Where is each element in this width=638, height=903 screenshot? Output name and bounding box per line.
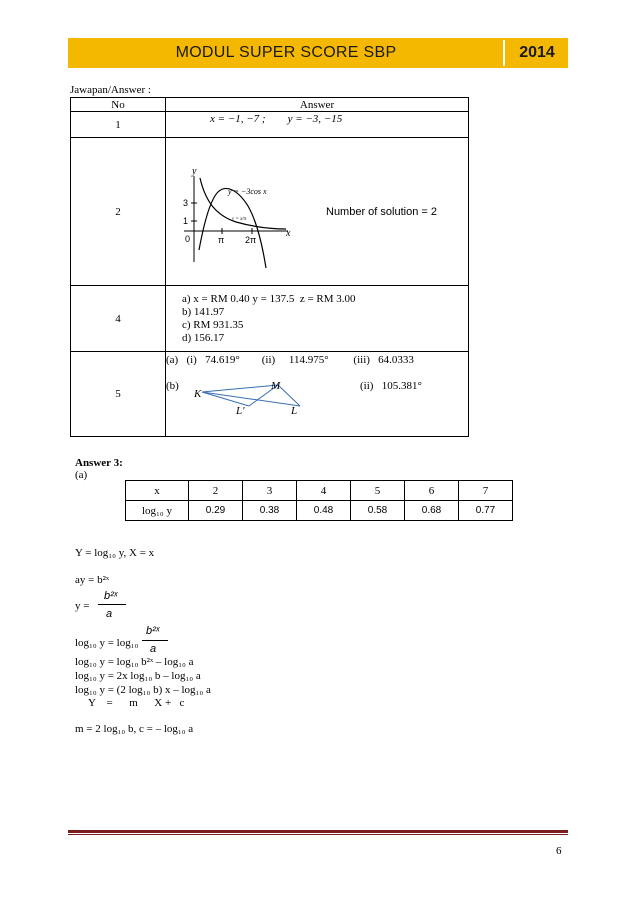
- row-answer: x = −1, −7 ; y = −3, −15: [166, 112, 469, 138]
- cell: 0.48: [297, 501, 351, 521]
- line-label: y = x/π: [232, 217, 247, 222]
- row-label: log₁₀ y: [126, 501, 189, 521]
- table-row-logy: [126, 501, 513, 521]
- header-divider: [503, 40, 505, 66]
- solution-count: Number of solution = 2: [326, 206, 437, 218]
- answer-line: b) 141.97: [182, 305, 225, 318]
- tick-3-label: 3: [183, 198, 189, 208]
- row-no: 2: [71, 138, 166, 286]
- table-header-row: [71, 98, 469, 112]
- data-table: [125, 480, 513, 521]
- tick-1-label: 1: [183, 216, 189, 226]
- point-m: M: [271, 380, 281, 392]
- edge-kl1: [202, 392, 249, 406]
- row-answer-graph: [166, 138, 469, 286]
- equation: Y = log₁₀ y, X = x: [75, 547, 155, 559]
- cell: 0.38: [243, 501, 297, 521]
- row-label: x: [126, 481, 189, 501]
- row-no: 1: [71, 112, 166, 138]
- x-axis-label: x: [286, 228, 291, 239]
- cell: 0.29: [189, 501, 243, 521]
- cell: 3: [243, 481, 297, 501]
- point-l: L: [291, 405, 298, 417]
- fraction-bar: [98, 604, 126, 605]
- table-row-x: [126, 481, 513, 501]
- section-label: Jawapan/Answer :: [70, 84, 151, 96]
- y-axis-label: y: [192, 166, 197, 177]
- point-k: K: [194, 388, 202, 400]
- point-l-prime: L': [236, 405, 245, 417]
- fraction-denominator: a: [150, 643, 157, 655]
- answer-line: a) x = RM 0.40 y = 137.5 z = RM 3.00: [182, 292, 356, 305]
- equation: ay = b²ˣ: [75, 574, 110, 586]
- cell: 5: [351, 481, 405, 501]
- table-row: [71, 352, 469, 437]
- pi-label: π: [218, 235, 225, 245]
- equation: log₁₀ y = 2x log₁₀ b – log₁₀ a: [75, 670, 201, 682]
- fraction-denominator: a: [106, 608, 113, 620]
- row-no: 4: [71, 286, 166, 352]
- header-title: MODUL SUPER SCORE SBP: [175, 44, 397, 61]
- answer-table: [70, 97, 469, 437]
- edge-kl: [202, 392, 300, 406]
- equation: m = 2 log₁₀ b, c = – log₁₀ a: [75, 723, 194, 735]
- answer3-part: (a): [75, 469, 88, 481]
- answer3-heading: Answer 3:: [75, 457, 123, 469]
- equation: log₁₀ y = (2 log₁₀ b) x – log₁₀ a: [75, 684, 211, 696]
- equation: Y = m X + c: [88, 697, 185, 709]
- answer-line-b-ii: (ii) 105.381°: [360, 380, 422, 392]
- table-row: [71, 138, 469, 286]
- row-answer-triangle: [166, 352, 469, 437]
- row-answer: [166, 286, 469, 352]
- cell: 7: [459, 481, 513, 501]
- equation: log₁₀ y = log₁₀ b²ˣ – log₁₀ a: [75, 656, 194, 668]
- cell: 0.58: [351, 501, 405, 521]
- header-no: No: [71, 98, 166, 112]
- cell: 4: [297, 481, 351, 501]
- triangle-diagram: [186, 376, 336, 436]
- header-answer: Answer: [166, 98, 469, 112]
- fraction-bar: [142, 640, 168, 641]
- row-no: 5: [71, 352, 166, 437]
- cell: 2: [189, 481, 243, 501]
- page-number: 6: [556, 845, 562, 857]
- cell: 0.68: [405, 501, 459, 521]
- footer-rule-thin: [68, 834, 568, 835]
- table-row: [71, 112, 469, 138]
- cell: 0.77: [459, 501, 513, 521]
- fraction-numerator: b²ˣ: [104, 590, 118, 602]
- answer-line: c) RM 931.35: [182, 318, 244, 331]
- table-row: [71, 286, 469, 352]
- fraction-numerator: b²ˣ: [146, 625, 160, 637]
- answer-line-a: (a) (i) 74.619° (ii) 114.975° (iii) 64.0333: [166, 354, 414, 366]
- header-year: 2014: [519, 44, 555, 61]
- edge-km: [202, 385, 278, 392]
- answer-label-b: (b): [166, 380, 179, 392]
- cell: 6: [405, 481, 459, 501]
- curve-label: y = −3cos x: [228, 187, 267, 196]
- equation-lhs: y =: [75, 600, 90, 612]
- answer-line: d) 156.17: [182, 331, 225, 344]
- equation-lhs: log₁₀ y = log₁₀: [75, 637, 139, 649]
- 2pi-label: 2π: [245, 235, 257, 245]
- origin-label: 0: [185, 234, 191, 244]
- footer-rule: [68, 830, 568, 833]
